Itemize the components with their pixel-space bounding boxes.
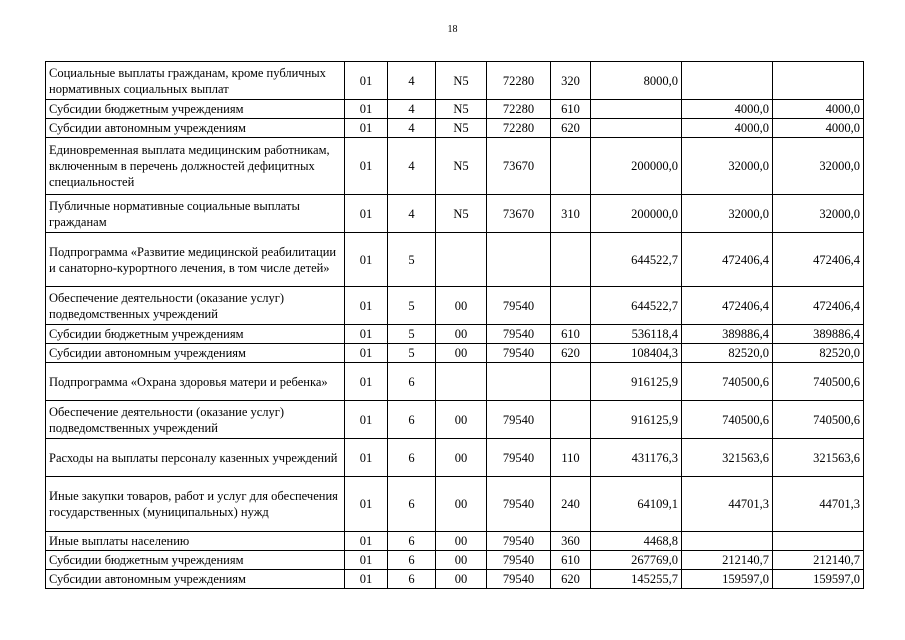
cell-target-code: 72280 — [487, 100, 551, 119]
cell-amount-year-3: 32000,0 — [773, 138, 864, 195]
cell-subprogram-code: 4 — [388, 138, 436, 195]
table-row — [46, 138, 864, 195]
table-row — [46, 477, 864, 532]
cell-expense-type: 610 — [551, 325, 591, 344]
cell-program-code: 01 — [345, 401, 388, 439]
cell-subprogram-code: 5 — [388, 287, 436, 325]
cell-direction-code: 00 — [436, 532, 487, 551]
cell-description: Публичные нормативные социальные выплаты гражданам — [46, 195, 345, 233]
cell-direction-code: N5 — [436, 119, 487, 138]
cell-direction-code: 00 — [436, 325, 487, 344]
cell-direction-code: 00 — [436, 477, 487, 532]
cell-direction-code — [436, 363, 487, 401]
cell-amount-year-2: 32000,0 — [682, 138, 773, 195]
cell-amount-year-3: 740500,6 — [773, 363, 864, 401]
budget-table — [45, 61, 864, 589]
cell-target-code: 79540 — [487, 287, 551, 325]
cell-expense-type — [551, 401, 591, 439]
cell-amount-year-1: 644522,7 — [591, 233, 682, 287]
cell-amount-year-1: 916125,9 — [591, 363, 682, 401]
table-row — [46, 119, 864, 138]
cell-program-code: 01 — [345, 570, 388, 589]
table-row — [46, 287, 864, 325]
cell-amount-year-2: 82520,0 — [682, 344, 773, 363]
cell-target-code: 79540 — [487, 551, 551, 570]
cell-program-code: 01 — [345, 344, 388, 363]
cell-amount-year-3: 472406,4 — [773, 287, 864, 325]
cell-amount-year-2: 4000,0 — [682, 119, 773, 138]
cell-amount-year-1: 8000,0 — [591, 62, 682, 100]
cell-program-code: 01 — [345, 195, 388, 233]
cell-description: Подпрограмма «Развитие медицинской реабилитации и санаторно-курортного лечения, в том числе детей» — [46, 233, 345, 287]
cell-expense-type — [551, 138, 591, 195]
cell-expense-type: 310 — [551, 195, 591, 233]
cell-amount-year-2: 389886,4 — [682, 325, 773, 344]
cell-amount-year-2: 44701,3 — [682, 477, 773, 532]
cell-expense-type: 610 — [551, 100, 591, 119]
cell-amount-year-1: 108404,3 — [591, 344, 682, 363]
cell-subprogram-code: 5 — [388, 344, 436, 363]
cell-program-code: 01 — [345, 233, 388, 287]
table-row — [46, 532, 864, 551]
cell-program-code: 01 — [345, 138, 388, 195]
cell-amount-year-1: 431176,3 — [591, 439, 682, 477]
cell-direction-code — [436, 233, 487, 287]
cell-amount-year-2 — [682, 532, 773, 551]
cell-amount-year-3: 4000,0 — [773, 100, 864, 119]
cell-amount-year-1: 4468,8 — [591, 532, 682, 551]
cell-description: Социальные выплаты гражданам, кроме публичных нормативных социальных выплат — [46, 62, 345, 100]
cell-program-code: 01 — [345, 532, 388, 551]
cell-amount-year-3: 472406,4 — [773, 233, 864, 287]
cell-description: Подпрограмма «Охрана здоровья матери и ребенка» — [46, 363, 345, 401]
cell-amount-year-3: 82520,0 — [773, 344, 864, 363]
table-row — [46, 570, 864, 589]
cell-expense-type: 620 — [551, 570, 591, 589]
cell-direction-code: N5 — [436, 195, 487, 233]
cell-subprogram-code: 6 — [388, 401, 436, 439]
cell-description: Обеспечение деятельности (оказание услуг) подведомственных учреждений — [46, 287, 345, 325]
cell-amount-year-2: 740500,6 — [682, 363, 773, 401]
cell-program-code: 01 — [345, 325, 388, 344]
cell-target-code: 79540 — [487, 344, 551, 363]
table-row — [46, 62, 864, 100]
cell-amount-year-2: 4000,0 — [682, 100, 773, 119]
cell-description: Субсидии автономным учреждениям — [46, 570, 345, 589]
cell-amount-year-1: 267769,0 — [591, 551, 682, 570]
cell-direction-code: 00 — [436, 287, 487, 325]
cell-expense-type: 360 — [551, 532, 591, 551]
cell-direction-code: 00 — [436, 570, 487, 589]
cell-expense-type: 610 — [551, 551, 591, 570]
cell-amount-year-3: 159597,0 — [773, 570, 864, 589]
cell-target-code — [487, 233, 551, 287]
cell-target-code: 79540 — [487, 401, 551, 439]
cell-amount-year-1: 536118,4 — [591, 325, 682, 344]
cell-description: Субсидии бюджетным учреждениям — [46, 325, 345, 344]
table-row — [46, 100, 864, 119]
cell-target-code — [487, 363, 551, 401]
table-row — [46, 195, 864, 233]
cell-direction-code: 00 — [436, 439, 487, 477]
cell-subprogram-code: 4 — [388, 100, 436, 119]
cell-description: Иные закупки товаров, работ и услуг для обеспечения государственных (муниципальных) нужд — [46, 477, 345, 532]
cell-description: Единовременная выплата медицинским работникам, включенным в перечень должностей дефицитных специальностей — [46, 138, 345, 195]
cell-program-code: 01 — [345, 100, 388, 119]
cell-expense-type: 320 — [551, 62, 591, 100]
cell-direction-code: 00 — [436, 344, 487, 363]
cell-program-code: 01 — [345, 287, 388, 325]
cell-amount-year-2: 740500,6 — [682, 401, 773, 439]
cell-target-code: 79540 — [487, 570, 551, 589]
cell-subprogram-code: 4 — [388, 62, 436, 100]
cell-direction-code: N5 — [436, 138, 487, 195]
cell-amount-year-2: 159597,0 — [682, 570, 773, 589]
table-row — [46, 363, 864, 401]
table-row — [46, 325, 864, 344]
cell-subprogram-code: 6 — [388, 363, 436, 401]
cell-target-code: 73670 — [487, 195, 551, 233]
cell-subprogram-code: 4 — [388, 195, 436, 233]
page-number: 18 — [447, 24, 458, 35]
cell-amount-year-1: 145255,7 — [591, 570, 682, 589]
cell-direction-code: N5 — [436, 62, 487, 100]
cell-amount-year-3: 32000,0 — [773, 195, 864, 233]
cell-expense-type: 240 — [551, 477, 591, 532]
cell-target-code: 79540 — [487, 325, 551, 344]
cell-target-code: 73670 — [487, 138, 551, 195]
cell-amount-year-1 — [591, 100, 682, 119]
cell-description: Субсидии бюджетным учреждениям — [46, 100, 345, 119]
cell-amount-year-1: 644522,7 — [591, 287, 682, 325]
cell-subprogram-code: 6 — [388, 439, 436, 477]
cell-amount-year-3: 740500,6 — [773, 401, 864, 439]
table-row — [46, 401, 864, 439]
table-row — [46, 344, 864, 363]
cell-expense-type — [551, 287, 591, 325]
cell-subprogram-code: 5 — [388, 233, 436, 287]
cell-amount-year-2: 32000,0 — [682, 195, 773, 233]
cell-subprogram-code: 6 — [388, 570, 436, 589]
cell-amount-year-2: 321563,6 — [682, 439, 773, 477]
cell-description: Иные выплаты населению — [46, 532, 345, 551]
cell-subprogram-code: 6 — [388, 551, 436, 570]
cell-target-code: 72280 — [487, 119, 551, 138]
cell-amount-year-2: 212140,7 — [682, 551, 773, 570]
cell-program-code: 01 — [345, 439, 388, 477]
cell-direction-code: 00 — [436, 401, 487, 439]
cell-expense-type — [551, 363, 591, 401]
cell-target-code: 79540 — [487, 439, 551, 477]
cell-expense-type: 620 — [551, 119, 591, 138]
cell-amount-year-3: 4000,0 — [773, 119, 864, 138]
cell-amount-year-3: 389886,4 — [773, 325, 864, 344]
cell-amount-year-2 — [682, 62, 773, 100]
cell-amount-year-1: 200000,0 — [591, 195, 682, 233]
cell-amount-year-3 — [773, 62, 864, 100]
cell-description: Расходы на выплаты персоналу казенных учреждений — [46, 439, 345, 477]
cell-amount-year-3 — [773, 532, 864, 551]
cell-program-code: 01 — [345, 551, 388, 570]
cell-target-code: 79540 — [487, 477, 551, 532]
cell-description: Обеспечение деятельности (оказание услуг) подведомственных учреждений — [46, 401, 345, 439]
cell-subprogram-code: 6 — [388, 532, 436, 551]
cell-description: Субсидии автономным учреждениям — [46, 119, 345, 138]
table-row — [46, 233, 864, 287]
cell-program-code: 01 — [345, 477, 388, 532]
cell-amount-year-2: 472406,4 — [682, 287, 773, 325]
cell-amount-year-3: 44701,3 — [773, 477, 864, 532]
cell-amount-year-1: 916125,9 — [591, 401, 682, 439]
cell-amount-year-1 — [591, 119, 682, 138]
cell-direction-code: 00 — [436, 551, 487, 570]
cell-subprogram-code: 6 — [388, 477, 436, 532]
cell-amount-year-3: 321563,6 — [773, 439, 864, 477]
cell-amount-year-3: 212140,7 — [773, 551, 864, 570]
cell-target-code: 79540 — [487, 532, 551, 551]
table-body — [46, 62, 864, 589]
table-row — [46, 439, 864, 477]
cell-subprogram-code: 4 — [388, 119, 436, 138]
cell-program-code: 01 — [345, 62, 388, 100]
cell-description: Субсидии автономным учреждениям — [46, 344, 345, 363]
cell-expense-type: 620 — [551, 344, 591, 363]
cell-target-code: 72280 — [487, 62, 551, 100]
cell-description: Субсидии бюджетным учреждениям — [46, 551, 345, 570]
cell-program-code: 01 — [345, 363, 388, 401]
cell-amount-year-1: 64109,1 — [591, 477, 682, 532]
cell-program-code: 01 — [345, 119, 388, 138]
cell-amount-year-1: 200000,0 — [591, 138, 682, 195]
cell-expense-type — [551, 233, 591, 287]
cell-subprogram-code: 5 — [388, 325, 436, 344]
cell-direction-code: N5 — [436, 100, 487, 119]
cell-amount-year-2: 472406,4 — [682, 233, 773, 287]
cell-expense-type: 110 — [551, 439, 591, 477]
table-row — [46, 551, 864, 570]
